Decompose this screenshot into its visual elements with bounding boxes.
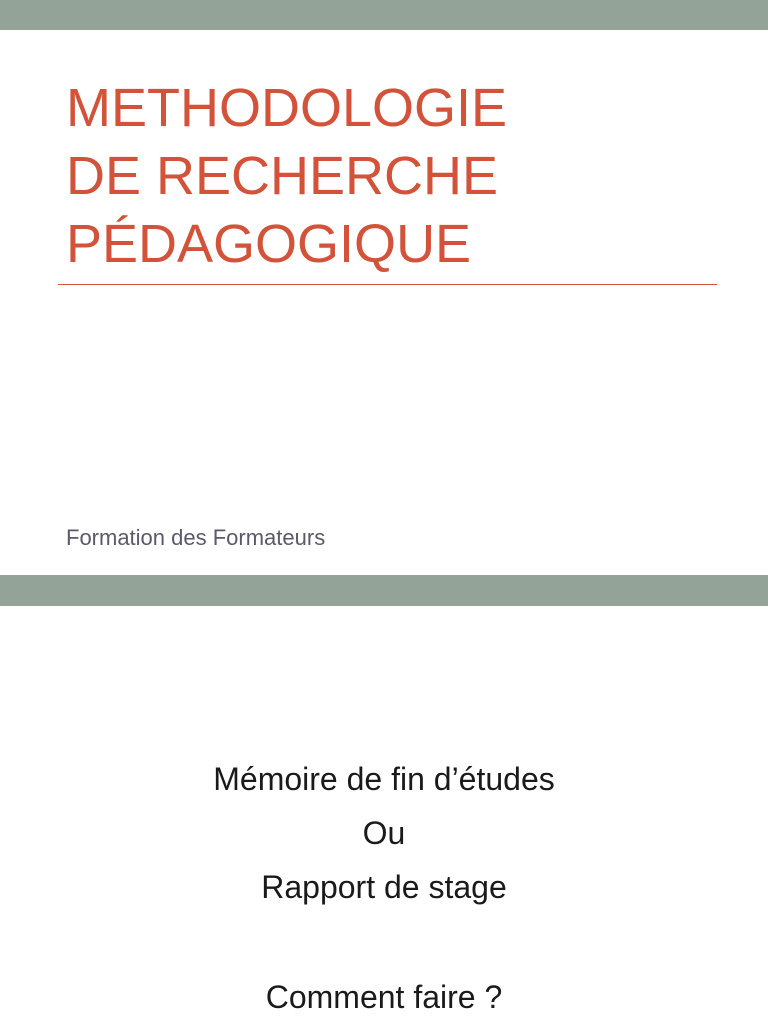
slide2-top-band [0,575,768,606]
slide1-title-line-1: METHODOLOGIE [66,78,508,138]
slide2-line-3: Rapport de stage [261,869,507,905]
slide2-line-1: Mémoire de fin d’études [213,761,555,797]
slide2-body [0,756,768,1024]
slide1-title [66,74,726,278]
slide1-subtitle: Formation des Formateurs [66,525,326,550]
slide1-title-line-2: DE RECHERCHE [66,146,499,206]
slide2-question: Comment faire ? [265,979,503,1015]
slide1-title-line-3: PÉDAGOGIQUE [66,214,472,274]
slide2-line-2: Ou [362,815,406,851]
slide1-top-band [0,0,768,30]
title-divider [58,284,717,285]
slide2-spacer [0,918,768,974]
